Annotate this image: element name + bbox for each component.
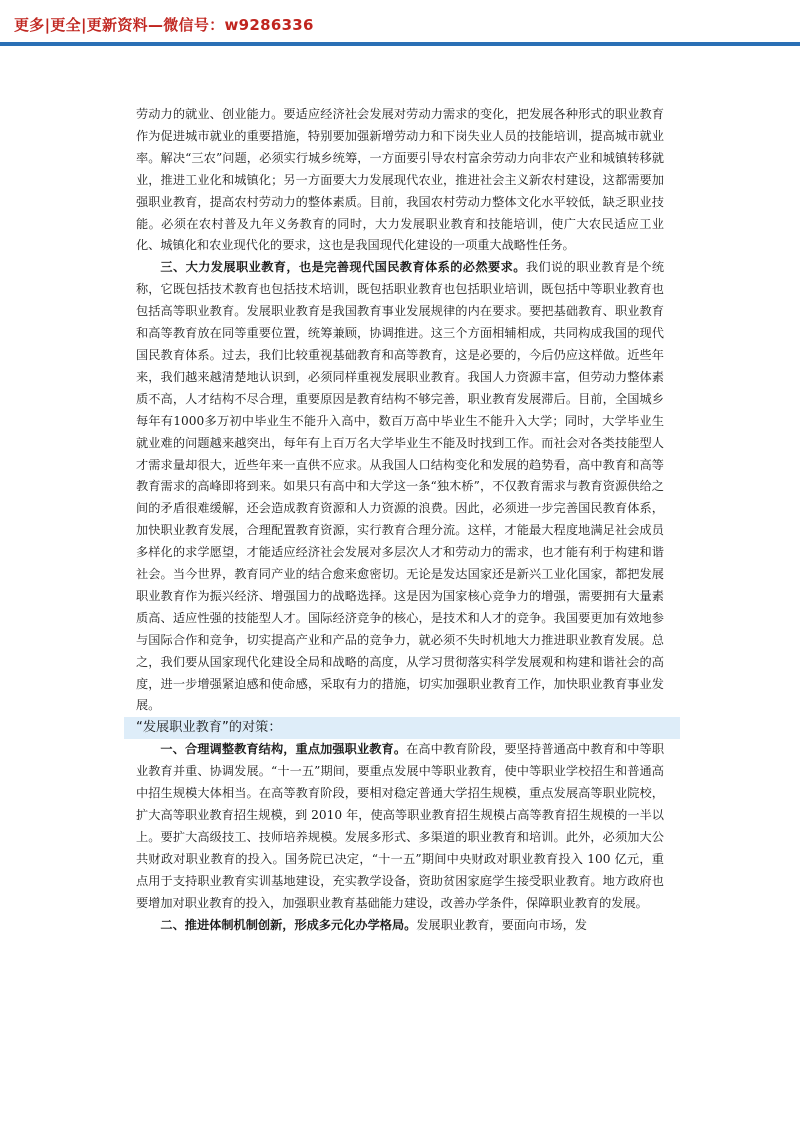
- item-one-lead: 一、合理调整教育结构，重点加强职业教育。: [160, 742, 407, 757]
- paragraph-continuation: 劳动力的就业、创业能力。要适应经济社会发展对劳动力需求的变化，把发展各种形式的职业教育作为促进城市就业的重要措施，特别要加强新增劳动力和下岗失业人员的技能培训，提高城市就业率。解决“三农”问题，必须实行城乡统筹，一方面要引导农村富余劳动力向非农产业和城镇转移就业，推进工业化和城镇化；另一方面要大力发展现代农业，推进社会主义新农村建设，这都需要加强职业教育，提高农村劳动力的整体素质。目前，我国农村劳动力整体文化水平较低，缺乏职业技能。必须在农村普及九年义务教育的同时，大力发展职业教育和技能培训，使广大农民适应工业化、城镇化和农业现代化的要求，这也是我国现代化建设的一项重大战略性任务。: [136, 107, 664, 253]
- item-two-paragraph: [136, 915, 664, 937]
- item-two-lead: 二、推进体制机制创新，形成多元化办学格局。: [160, 917, 417, 932]
- item-one-paragraph: [136, 739, 664, 914]
- item-one-body: 在高中教育阶段，要坚持普通高中教育和中等职业教育并重、协调发展。“十一五”期间，要重点发展中等职业教育，使中等职业学校招生和普通高中招生规模大体相当。在高等教育阶段，要相对稳定普通大学招生规模，重点发展高等职业院校，扩大高等职业教育招生规模，到 2010 年，使高等职业教育招生规模占高等教育招生规模的一半以上。要扩大高级技工、技师培养规模。发展多形式、多渠道的职业教育和培训。此外，必须加大公共财政对职业教育的投入。国务院已决定，“十一五”期间中央财政对职业教育投入 100 亿元，重点用于支持职业教育实训基地建设，充实教学设备，资助贫困家庭学生接受职业教育。地方政府也要增加对职业教育的投入，加强职业教育基础能力建设，改善办学条件，保障职业教育的发展。: [136, 742, 665, 910]
- section-three-lead: 三、大力发展职业教育，也是完善现代国民教育体系的必然要求。: [160, 260, 526, 275]
- top-divider: [0, 42, 800, 46]
- section-three-paragraph: [136, 257, 664, 717]
- section-heading: “发展职业教育”的对策：: [124, 717, 680, 739]
- section-three-body: 我们说的职业教育是个统称，它既包括技术教育也包括技术培训，既包括职业教育也包括职业培训，既包括中等职业教育也包括高等职业教育。发展职业教育是我国教育事业发展规律的内在要求。要把基础教育、职业教育和高等教育放在同等重要位置，统筹兼顾，协调推进。这三个方面相辅相成，共同构成我国的现代国民教育体系。过去，我们比较重视基础教育和高等教育，这是必要的，今后仍应这样做。近些年来，我们越来越清楚地认识到，必须同样重视发展职业教育。我国人力资源丰富，但劳动力整体素质不高，人才结构不尽合理，重要原因是教育结构不够完善，职业教育发展滞后。目前，全国城乡每年有1000多万初中毕业生不能升入高中，数百万高中毕业生不能升入大学；同时，大学毕业生就业难的问题越来越突出，每年有上百万名大学毕业生不能及时找到工作。而社会对各类技能型人才需求量却很大，近些年来一直供不应求。从我国人口结构变化和发展的趋势看，高中教育和高等教育需求的高峰即将到来。如果只有高中和大学这一条“独木桥”，不仅教育需求与教育资源供给之间的矛盾很难缓解，还会造成教育资源和人力资源的浪费。因此，必须进一步完善国民教育体系，加快职业教育发展，合理配置教育资源，实行教育合理分流。这样，才能最大程度地满足社会成员多样化的求学愿望，才能适应经济社会发展对多层次人才和劳动力的需求，也才能有利于构建和谐社会。当今世界，教育同产业的结合愈来愈密切。无论是发达国家还是新兴工业化国家，都把发展职业教育作为振兴经济、增强国力的战略选择。这是因为国家核心竞争力的增强，需要拥有大量素质高、适应性强的技能型人才。国际经济竞争的核心，是技术和人才的竞争。我国要更加有效地参与国际合作和竞争，切实提高产业和产品的竞争力，就必须不失时机地大力推进职业教育发展。总之，我们要从国家现代化建设全局和战略的高度，从学习贯彻落实科学发展观和构建和谐社会的高度，进一步增强紧迫感和使命感，采取有力的措施，切实加强职业教育工作，加快职业教育事业发展。: [136, 260, 665, 713]
- top-banner: 更多|更全|更新资料—微信号：w9286336: [14, 16, 314, 34]
- document-body: [136, 104, 664, 937]
- item-two-body: 发展职业教育，要面向市场，发: [416, 917, 587, 932]
